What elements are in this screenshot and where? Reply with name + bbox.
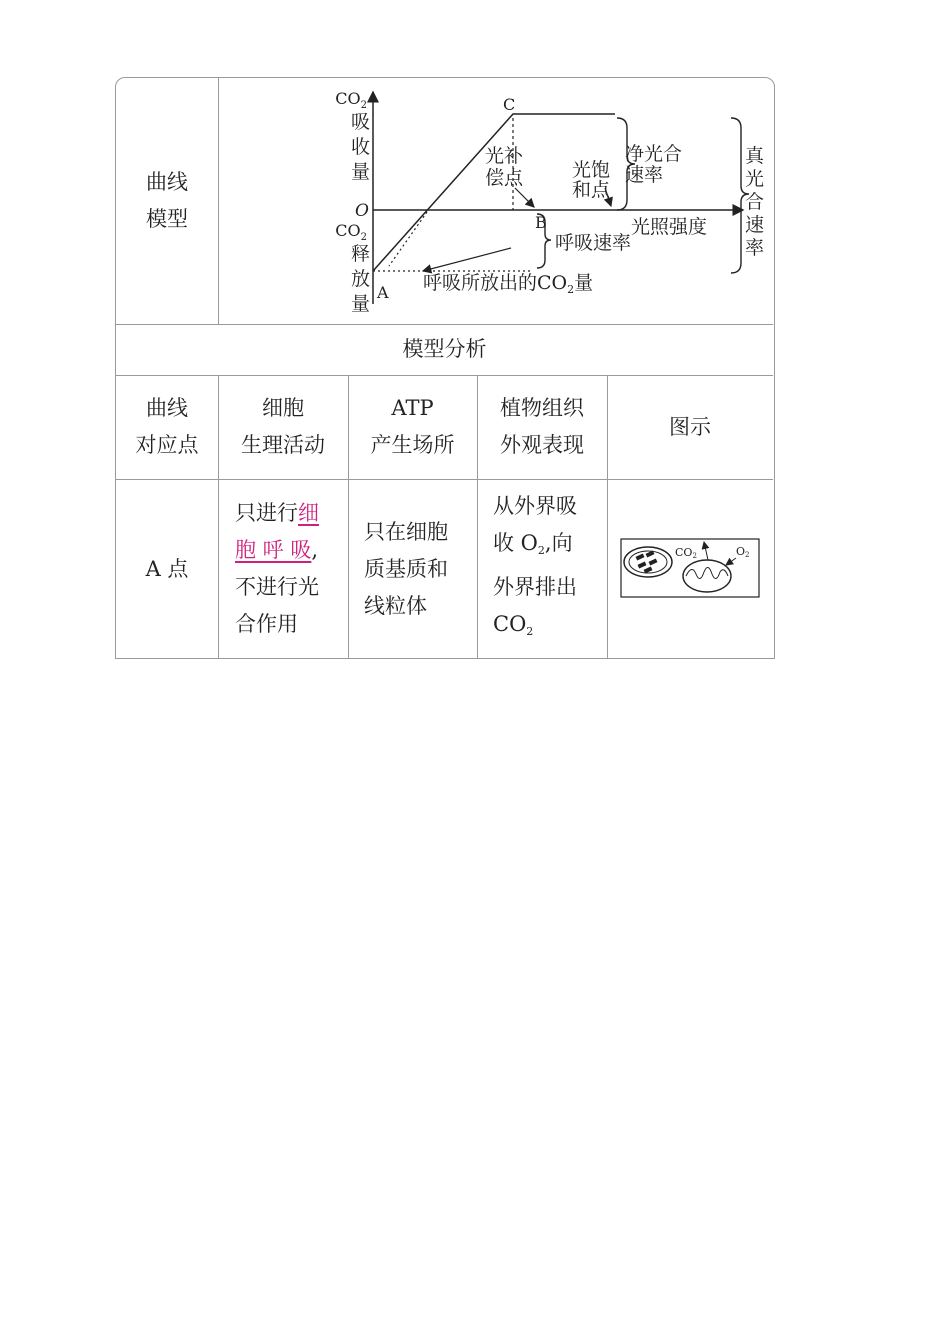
point-a-label: A <box>377 283 389 302</box>
light-response-curve <box>219 78 773 324</box>
header-text: 细胞 <box>262 396 304 420</box>
appearance-text: 收 $O_2$,向 <box>493 531 573 557</box>
y-bot-char: 释 <box>351 243 371 265</box>
activity-text: 只进行 <box>235 501 298 525</box>
y-bot-char: 量 <box>351 293 371 315</box>
header-text: 生理活动 <box>241 433 325 457</box>
header-text: 植物组织 <box>500 396 584 420</box>
activity-text: , <box>311 538 319 562</box>
true-rate-char: 光 <box>745 168 765 190</box>
header-appearance <box>477 375 607 479</box>
header-atp <box>348 375 477 479</box>
activity-text: 不进行光 <box>235 575 319 599</box>
compensation-arrow <box>515 188 534 207</box>
o2-in-arrow <box>726 558 736 565</box>
analysis-table <box>115 77 775 659</box>
row-a-activity <box>218 479 348 659</box>
point-c-label: C <box>503 95 516 114</box>
cristae <box>686 567 728 578</box>
resp-rate-label: 呼吸速率 <box>555 232 632 254</box>
origin-label: O <box>355 201 369 221</box>
row-a-appearance <box>477 479 607 659</box>
y-bot-label: $CO_2$ <box>335 221 367 243</box>
true-rate-char: 真 <box>745 145 765 167</box>
header-activity <box>218 375 348 479</box>
true-rate-char: 合 <box>745 191 765 213</box>
model-label-cell <box>116 78 218 324</box>
true-rate-char: 率 <box>745 237 765 259</box>
y-top-char: 吸 <box>351 111 371 133</box>
header-text: 对应点 <box>135 433 199 457</box>
activity-text: 合作用 <box>235 612 298 636</box>
atp-text: 只在细胞 <box>364 519 448 544</box>
grana <box>636 550 658 573</box>
saturation-label: 和点 <box>572 179 611 201</box>
model-label-line2: 模型 <box>146 207 188 231</box>
appearance-text: 外界排出 <box>493 575 577 599</box>
mitochondrion-icon <box>683 560 731 592</box>
highlight-text: 胞 呼 吸 <box>235 538 312 562</box>
atp-text: 线粒体 <box>364 593 427 618</box>
compensation-label: 偿点 <box>485 167 524 189</box>
row-a-atp <box>348 479 477 659</box>
resp-note-arrow <box>423 248 511 271</box>
y-bot-char: 放 <box>351 268 371 290</box>
header-text: 曲线 <box>146 396 188 420</box>
header-text: 产生场所 <box>370 433 455 457</box>
net-rate-label: 速率 <box>625 164 664 186</box>
header-point <box>116 375 218 479</box>
co2-out-arrow <box>704 542 708 560</box>
header-text: ATP <box>391 396 434 420</box>
compensation-label: 光补 <box>485 145 524 167</box>
saturation-label: 光饱 <box>572 159 611 181</box>
y-top-label: $CO_2$ <box>335 89 367 111</box>
y-top-char: 量 <box>351 161 371 183</box>
appearance-text: 从外界吸 <box>493 494 577 518</box>
true-rate-char: 速 <box>745 214 765 236</box>
dotted-connector <box>389 212 427 266</box>
header-figure: 图示 <box>669 414 711 439</box>
header-text: 外观表现 <box>500 433 584 457</box>
appearance-text: $CO_2$ <box>493 612 534 638</box>
atp-text: 质基质和 <box>364 556 448 581</box>
row-a-figure <box>607 479 773 659</box>
figure-o2-label: O2 <box>736 545 750 559</box>
model-label-line1: 曲线 <box>146 170 188 194</box>
net-rate-label: 净光合 <box>625 143 683 165</box>
point-b-label: B <box>535 213 547 232</box>
analysis-title: 模型分析 <box>402 337 487 361</box>
cell-diagram <box>620 538 760 600</box>
highlight-text: 细 <box>298 501 319 525</box>
row-a-point: A 点 <box>145 556 189 581</box>
x-axis-label: 光照强度 <box>631 216 708 238</box>
curve-model-cell <box>219 78 773 324</box>
resp-co2-note: 呼吸所放出的$CO_2$量 <box>423 272 594 296</box>
figure-co2-label: CO2 <box>675 546 697 560</box>
y-top-char: 收 <box>351 136 371 158</box>
